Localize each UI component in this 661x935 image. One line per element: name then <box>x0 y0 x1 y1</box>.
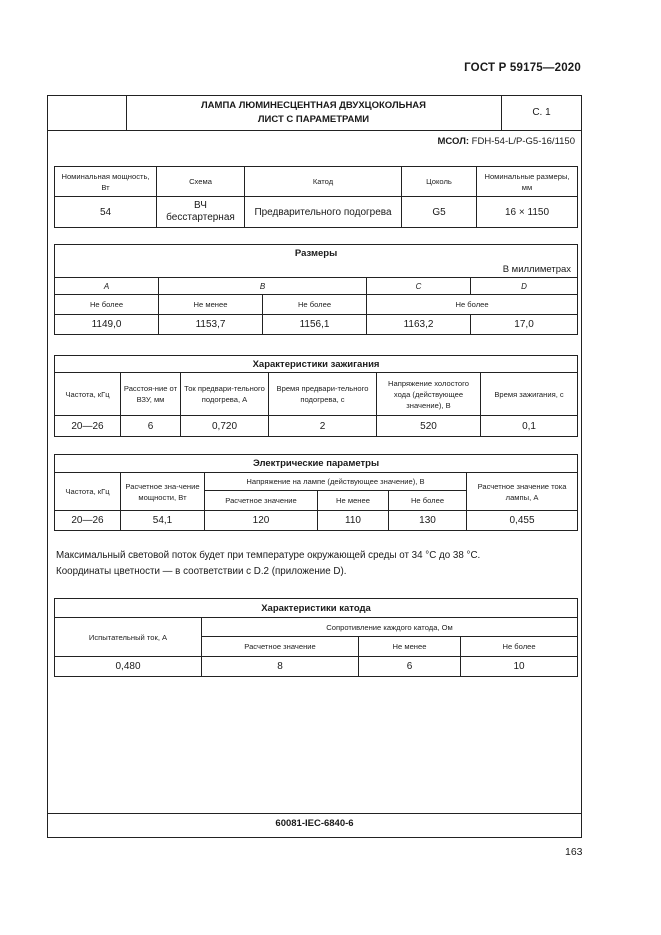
cath-res-min-value: 6 <box>359 657 461 677</box>
cell-scheme: ВЧ бесстартерная <box>157 197 245 228</box>
cathode-table <box>54 598 578 677</box>
cathode-title: Характеристики катода <box>55 599 578 618</box>
ign-preheat-current: 0,720 <box>181 416 269 437</box>
cath-col-resistance: Сопротивление каждого катода, Ом <box>202 618 578 637</box>
general-table <box>54 166 578 228</box>
ign-preheat-time: 2 <box>269 416 377 437</box>
ign-open-voltage: 520 <box>377 416 481 437</box>
dimensions-unit: В миллиметрах <box>55 262 578 278</box>
dimensions-table <box>54 244 578 335</box>
el-frequency: 20—26 <box>55 511 121 531</box>
ign-col-ignition-time: Время зажигания, с <box>481 373 578 416</box>
el-col-lamp-voltage: Напряжение на лампе (действующее значение), В <box>205 473 467 491</box>
ign-ignition-time: 0,1 <box>481 416 578 437</box>
el-voltage-max: Не более <box>389 491 467 511</box>
el-current-value: 0,455 <box>467 511 578 531</box>
el-col-lamp-current: Расчетное значение тока лампы, А <box>467 473 578 511</box>
el-power: 54,1 <box>121 511 205 531</box>
note-luminous-flux: Максимальный световой поток будет при температуре окружающей среды от 34 °С до 38 °С. <box>56 550 481 561</box>
dimensions-title: Размеры <box>55 245 578 262</box>
col-scheme: Схема <box>157 167 245 197</box>
el-voltage-rated: Расчетное значение <box>205 491 318 511</box>
el-col-frequency: Частота, кГц <box>55 473 121 511</box>
el-col-power: Расчетное зна-чение мощности, Вт <box>121 473 205 511</box>
cath-col-test-current: Испытательный ток, А <box>55 618 202 657</box>
col-cathode: Катод <box>245 167 402 197</box>
cath-test-current: 0,480 <box>55 657 202 677</box>
sheet-title-line1: ЛАМПА ЛЮМИНЕСЦЕНТНАЯ ДВУХЦОКОЛЬНАЯ <box>201 100 426 111</box>
cath-res-rated: Расчетное значение <box>202 637 359 657</box>
dim-a-label: A <box>55 278 159 295</box>
cath-res-min: Не менее <box>359 637 461 657</box>
dim-b-label: B <box>159 278 367 295</box>
cath-res-rated-value: 8 <box>202 657 359 677</box>
standard-number: ГОСТ Р 59175—2020 <box>464 62 581 74</box>
cath-res-max-value: 10 <box>461 657 578 677</box>
el-voltage-rated-value: 120 <box>205 511 318 531</box>
dim-cd-limit: Не более <box>367 295 578 315</box>
electrical-title: Электрические параметры <box>55 455 578 473</box>
sheet-title <box>126 96 502 130</box>
ign-col-frequency: Частота, кГц <box>55 373 121 416</box>
note-chromaticity: Координаты цветности — в соответствии с D.2 (приложение D). <box>56 566 347 577</box>
dim-c-value: 1163,2 <box>367 315 471 335</box>
col-power: Номинальная мощность, Вт <box>55 167 157 197</box>
electrical-table <box>54 454 578 531</box>
col-dimensions: Номинальные размеры, мм <box>477 167 578 197</box>
header-blank-cell <box>48 96 127 130</box>
dim-a-value: 1149,0 <box>55 315 159 335</box>
mcol-designation <box>438 136 575 147</box>
cell-cathode: Предварительного подогрева <box>245 197 402 228</box>
mcol-value: FDH-54-L/P-G5-16/1150 <box>469 136 575 147</box>
sheet-page: С. 1 <box>532 107 551 118</box>
parameter-sheet <box>47 95 582 838</box>
dim-b-max: Не более <box>263 295 367 315</box>
ign-col-preheat-current: Ток предвари-тельного подогрева, А <box>181 373 269 416</box>
cell-dimensions: 16 × 1150 <box>477 197 578 228</box>
ign-col-preheat-time: Время предвари-тельного подогрева, с <box>269 373 377 416</box>
ign-col-open-voltage: Напряжение холостого хода (действующее значение), В <box>377 373 481 416</box>
cath-res-max: Не более <box>461 637 578 657</box>
page-number: 163 <box>565 846 583 858</box>
dim-b-max-value: 1156,1 <box>263 315 367 335</box>
mcol-label: МСОЛ: <box>437 136 470 147</box>
dim-d-value: 17,0 <box>471 315 578 335</box>
cell-base: G5 <box>402 197 477 228</box>
dim-b-min-value: 1153,7 <box>159 315 263 335</box>
el-voltage-min-value: 110 <box>318 511 389 531</box>
ign-distance: 6 <box>121 416 181 437</box>
ignition-title: Характеристики зажигания <box>55 356 578 373</box>
sheet-code: 60081-IEC-6840-6 <box>48 813 581 838</box>
ign-frequency: 20—26 <box>55 416 121 437</box>
sheet-title-line2: ЛИСТ С ПАРАМЕТРАМИ <box>257 114 370 125</box>
dim-c-label: C <box>367 278 471 295</box>
dim-a-limit: Не более <box>55 295 159 315</box>
dim-b-min: Не менее <box>159 295 263 315</box>
ign-col-distance: Расстоя-ние от ВЗУ, мм <box>121 373 181 416</box>
el-voltage-min: Не менее <box>318 491 389 511</box>
el-voltage-max-value: 130 <box>389 511 467 531</box>
ignition-table <box>54 355 578 437</box>
col-base: Цоколь <box>402 167 477 197</box>
sheet-header <box>48 96 581 131</box>
dim-d-label: D <box>471 278 578 295</box>
cell-power: 54 <box>55 197 157 228</box>
